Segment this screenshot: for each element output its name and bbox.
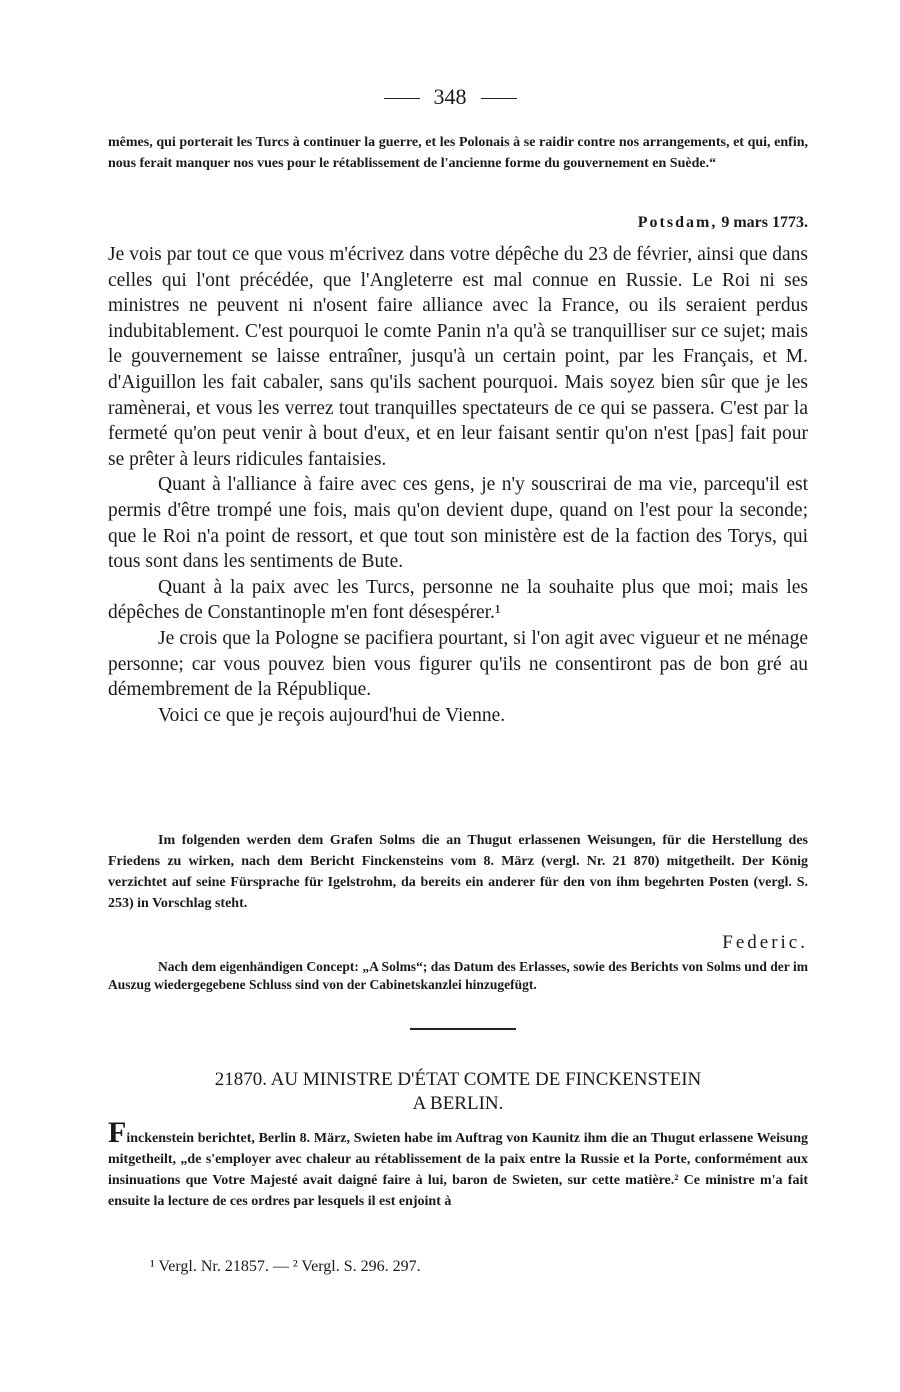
dateline	[108, 214, 808, 232]
entry-heading	[108, 1068, 808, 1116]
entry-number: 21870.	[214, 1069, 267, 1090]
paragraph-2: Quant à l'alliance à faire avec ces gens, je n'y souscrirai de ma vie, parcequ'il est permis d'être trompé une fois, mais qu'on devient dupe, quand on l'est pour la seconde; que le Roi n'a point de ressort, et que tout son ministère est de la faction des Torys, qui tous sont dans les sentiments de Bute.	[108, 474, 808, 573]
letter-body	[108, 242, 808, 728]
letter-closing	[108, 132, 808, 174]
header-rule-right	[481, 98, 517, 99]
dropcap-letter: F	[108, 1116, 127, 1149]
german-note-text: Im folgenden werden dem Grafen Solms die an Thugut erlassenen Weisungen, für die Herstellung des Friedens zu wirken, nach dem Bericht Finckensteins vom 8. März (vergl. Nr. 21 870) mitgetheilt. Der König verzichtet auf seine Fürsprache für Igelstrohm, da bereits ein anderer für den von ihm begehrten Posten (vergl. S. 253) in Vorschlag steht.	[108, 833, 808, 911]
letter-closing-text: mêmes, qui porterait les Turcs à continuer la guerre, et les Polonais à se raidir contre nos arrangements, et qui, enfin, nous ferait manquer nos vues pour le rétablissement de l'ancienne forme du gouvernement en Suède.“	[108, 135, 808, 171]
header-rule-left	[384, 98, 420, 99]
paragraph-3: Quant à la paix avec les Turcs, personne ne la souhaite plus que moi; mais les dépêches de Constantinople m'en font désespérer.¹	[108, 576, 808, 624]
entry-text	[108, 1116, 808, 1212]
page-header	[0, 84, 900, 110]
signature	[108, 932, 808, 954]
entry-title-line1: AU MINISTRE D'ÉTAT COMTE DE FINCKENSTEIN	[270, 1069, 702, 1090]
german-note	[108, 830, 808, 914]
entry-title-line2: A BERLIN.	[412, 1093, 504, 1114]
dateline-place: Potsdam,	[637, 214, 718, 231]
paragraph-4: Je crois que la Pologne se pacifiera pourtant, si l'on agit avec vigueur et ne ménage personne; car vous pouvez bien vous figurer qu'ils ne consentiront pas de bon gré au démembrement de la République.	[108, 627, 808, 701]
page-number: 348	[433, 84, 467, 109]
entry-text-body: inckenstein berichtet, Berlin 8. März, Swieten habe im Auftrag von Kaunitz ihm die an Thugut erlassene Weisung mitgetheilt, „de s'employer avec chaleur au rétablissement de la paix entre la Russie et la Porte, conformément aux insinuations que Votre Majesté avait daigné faire à lui, baron de Swieten, sur cette matière.² Ce ministre m'a fait ensuite la lecture de ces ordres par lesquels il est enjoint à	[108, 1131, 808, 1209]
paragraph-1: Je vois par tout ce que vous m'écrivez dans votre dépêche du 23 de février, ainsi que dans celles qui l'ont précédée, que l'Angleterre est mal connue en Russie. Le Roi ni ses ministres ne peuvent ni n'osent faire alliance avec la France, ou ils seraient perdus indubitablement. C'est pourquoi le comte Panin n'a qu'à se tranquilliser sur ce sujet; mais le gouvernement se laisse entraîner, jusqu'à un certain point, par les Français, et M. d'Aiguillon les fait cabaler, sans qu'ils sachent pourquoi. Mais soyez bien sûr que je les ramènerai, et vous les verrez tout tranquilles spectateurs de ce qui se passera. C'est par la fermeté qu'on peut venir à bout d'eux, et en leur faisant sentir qu'on n'est [pas] fait pour se prêter à leurs ridicules fantaisies.	[108, 244, 808, 470]
signature-text: Federic.	[722, 932, 808, 953]
source-note-text: Nach dem eigenhändigen Concept: „A Solms“; das Datum des Erlasses, sowie des Berichts von Solms und der im Auszug wiedergegebene Schluss sind von der Cabinetskanzlei hinzugefügt.	[108, 959, 808, 992]
dateline-date: 9 mars 1773.	[721, 214, 808, 231]
section-divider	[410, 1028, 516, 1030]
source-note	[108, 958, 808, 994]
footnotes: ¹ Vergl. Nr. 21857. — ² Vergl. S. 296. 297.	[150, 1258, 421, 1275]
paragraph-5: Voici ce que je reçois aujourd'hui de Vienne.	[158, 704, 506, 726]
